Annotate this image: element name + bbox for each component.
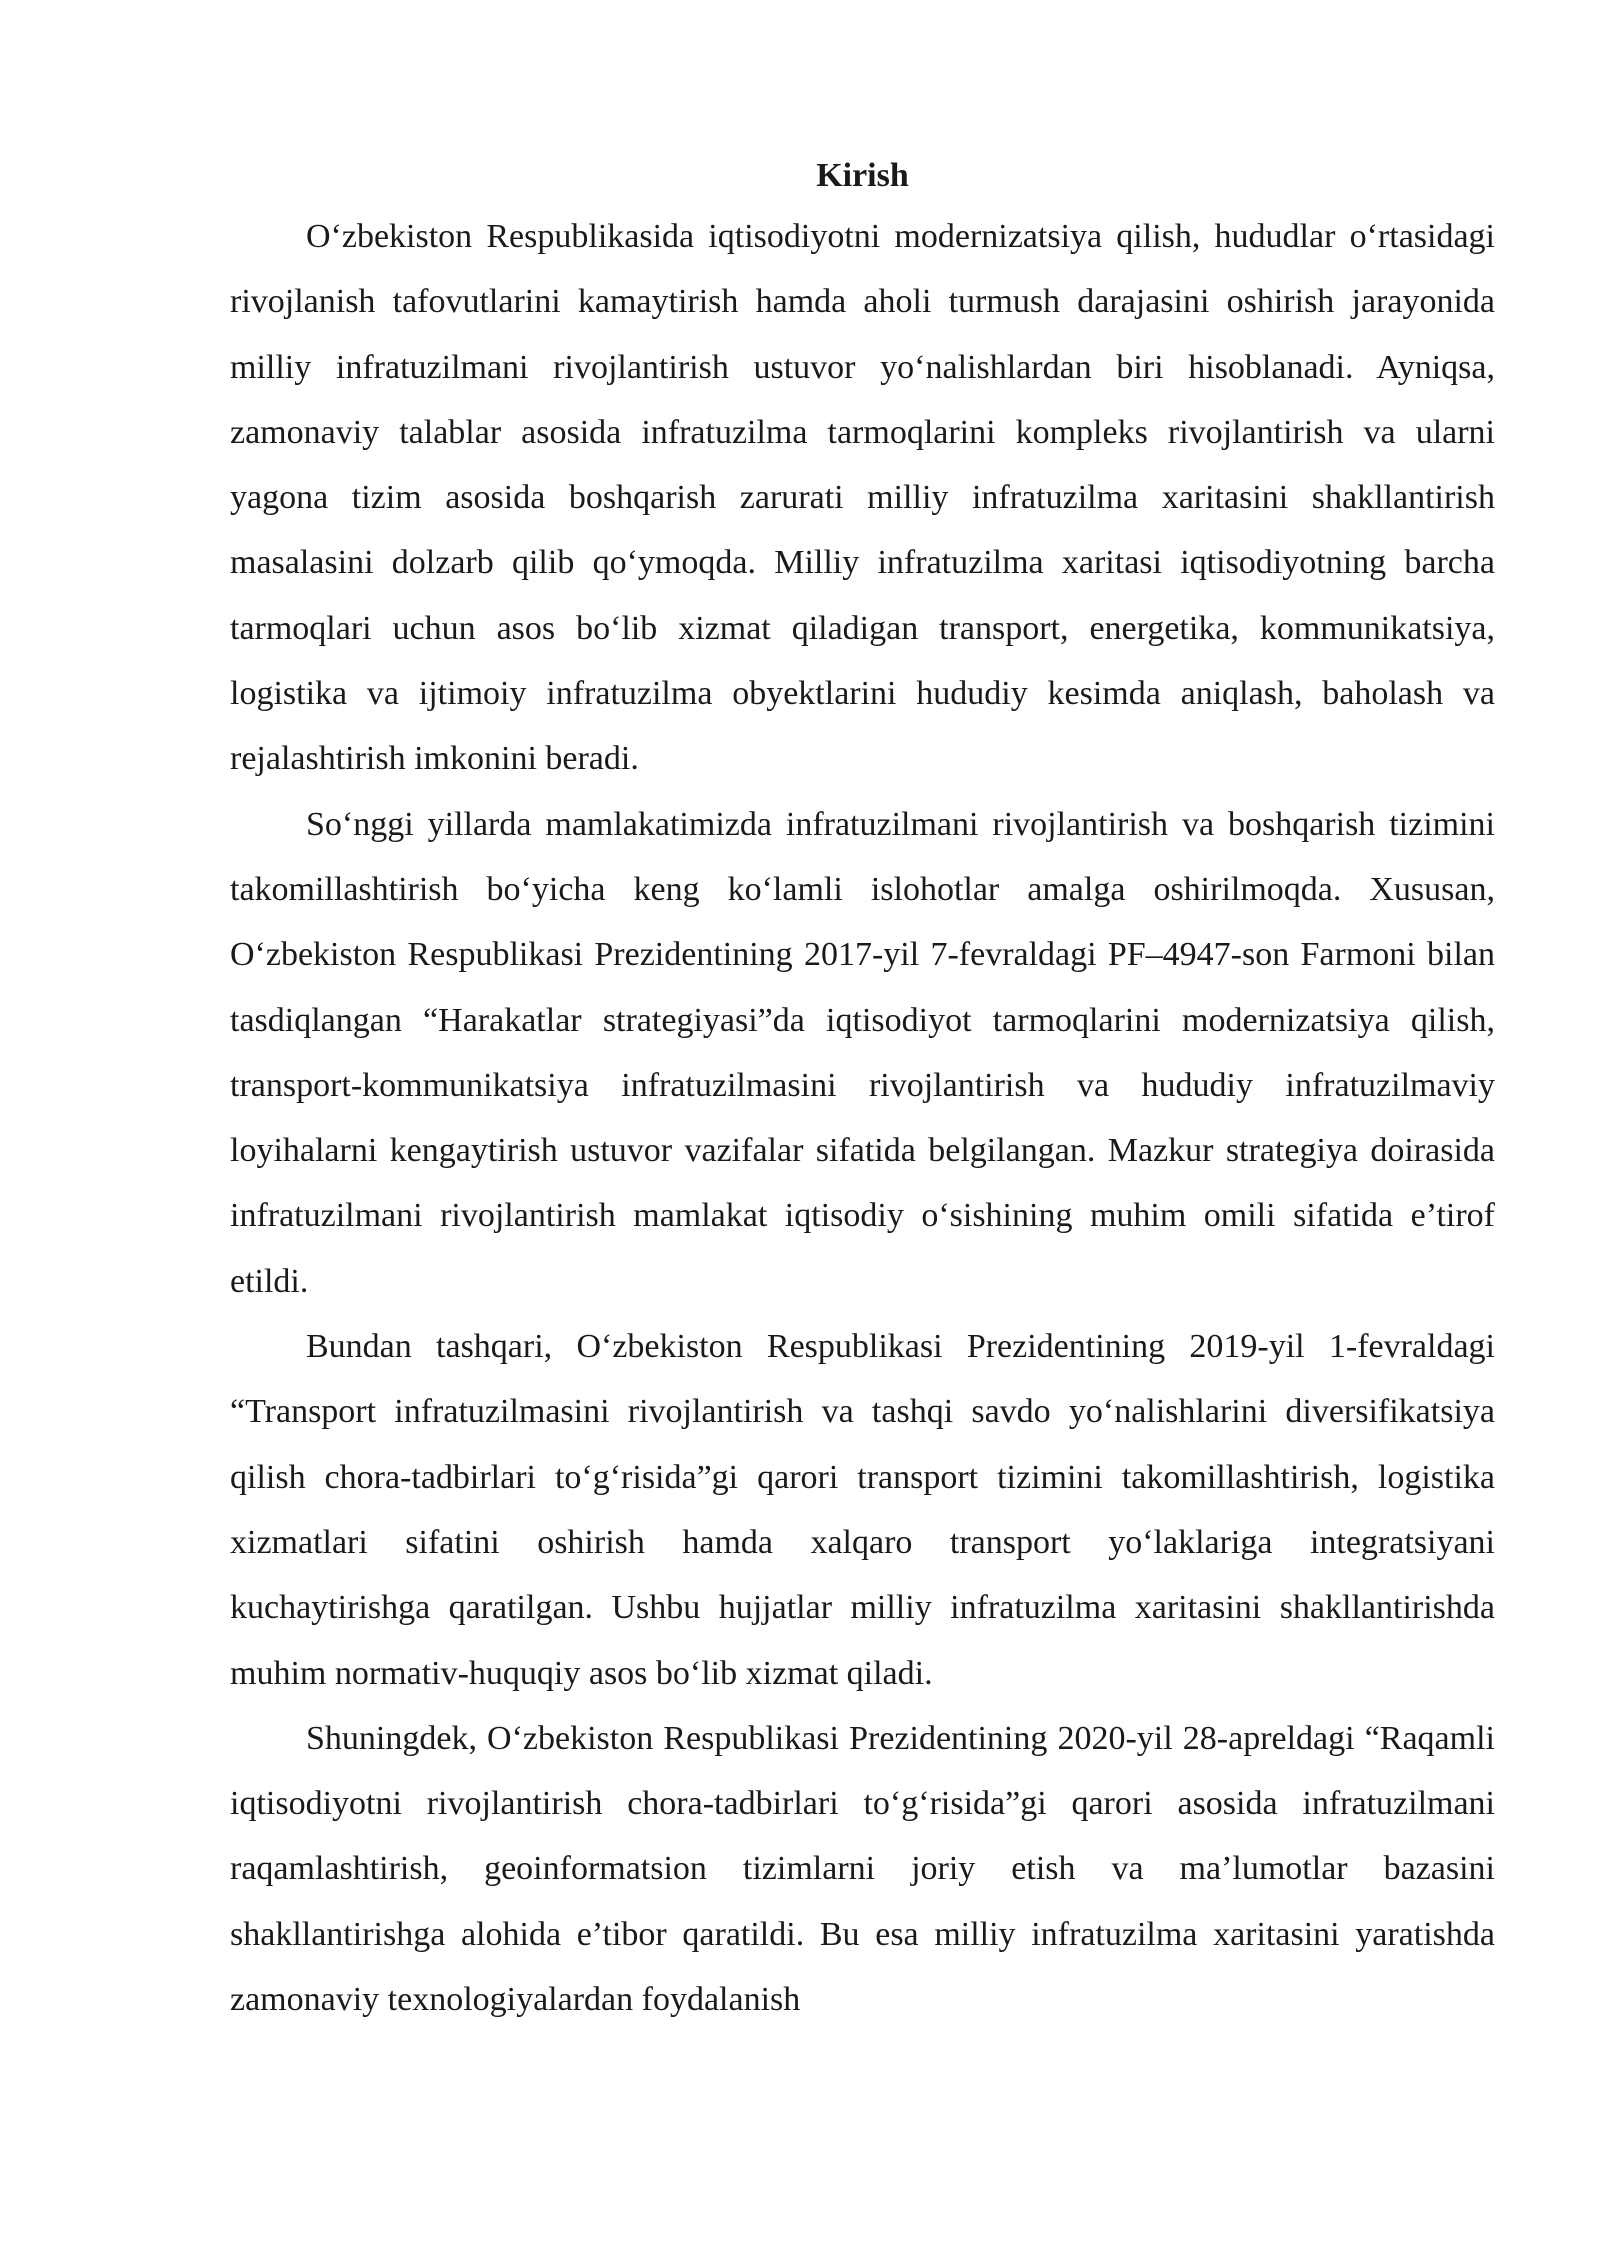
- document-body: [230, 148, 1495, 2032]
- paragraph-3: Bundan tashqari, O‘zbekiston Respublikasi Prezidentining 2019-yil 1-fevraldagi “Transport infratuzilmasini rivojlantirish va tashqi savdo yo‘nalishlarini diversifikatsiya qilish chora-tadbirlari to‘g‘risida”gi qarori transport tizimini takomillashtirish, logistika xizmatlari sifatini oshirish hamda xalqaro transport yo‘laklariga integratsiyani kuchaytirishga qaratilgan. Ushbu hujjatlar milliy infratuzilma xaritasini shakllantirishda muhim normativ-huquqiy asos bo‘lib xizmat qiladi.: [230, 1328, 1495, 1692]
- paragraph-1: O‘zbekiston Respublikasida iqtisodiyotni modernizatsiya qilish, hududlar o‘rtasidagi rivojlanish tafovutlarini kamaytirish hamda aholi turmush darajasini oshirish jarayonida milliy infratuzilmani rivojlantirish ustuvor yo‘nalishlardan biri hisoblanadi. Ayniqsa, zamonaviy talablar asosida infratuzilma tarmoqlarini kompleks rivojlantirish va ularni yagona tizim asosida boshqarish zarurati milliy infratuzilma xaritasini shakllantirish masalasini dolzarb qilib qo‘ymoqda. Milliy infratuzilma xaritasi iqtisodiyotning barcha tarmoqlari uchun asos bo‘lib xizmat qiladigan transport, energetika, kommunikatsiya, logistika va ijtimoiy infratuzilma obyektlarini hududiy kesimda aniqlash, baholash va rejalashtirish imkonini beradi.: [230, 218, 1495, 778]
- paragraph-2: So‘nggi yillarda mamlakatimizda infratuzilmani rivojlantirish va boshqarish tizimini takomillashtirish bo‘yicha keng ko‘lamli islohotlar amalga oshirilmoqda. Xususan, O‘zbekiston Respublikasi Prezidentining 2017-yil 7-fevraldagi PF–4947-son Farmoni bilan tasdiqlangan “Harakatlar strategiyasi”da iqtisodiyot tarmoqlarini modernizatsiya qilish, transport-kommunikatsiya infratuzilmasini rivojlantirish va hududiy infratuzilmaviy loyihalarni kengaytirish ustuvor vazifalar sifatida belgilangan. Mazkur strategiya doirasida infratuzilmani rivojlantirish mamlakat iqtisodiy o‘sishining muhim omili sifatida e’tirof etildi.: [230, 805, 1495, 1300]
- page-title: Kirish: [816, 157, 909, 194]
- paragraph-4: Shuningdek, O‘zbekiston Respublikasi Prezidentining 2020-yil 28-apreldagi “Raqamli iqtisodiyotni rivojlantirish chora-tadbirlari to‘g‘risida”gi qarori asosida infratuzilmani raqamlashtirish, geoinformatsion tizimlarni joriy etish va ma’lumotlar bazasini shakllantirishga alohida e’tibor qaratildi. Bu esa milliy infratuzilma xaritasini yaratishda zamonaviy texnologiyalardan foydalanish: [230, 1719, 1495, 2019]
